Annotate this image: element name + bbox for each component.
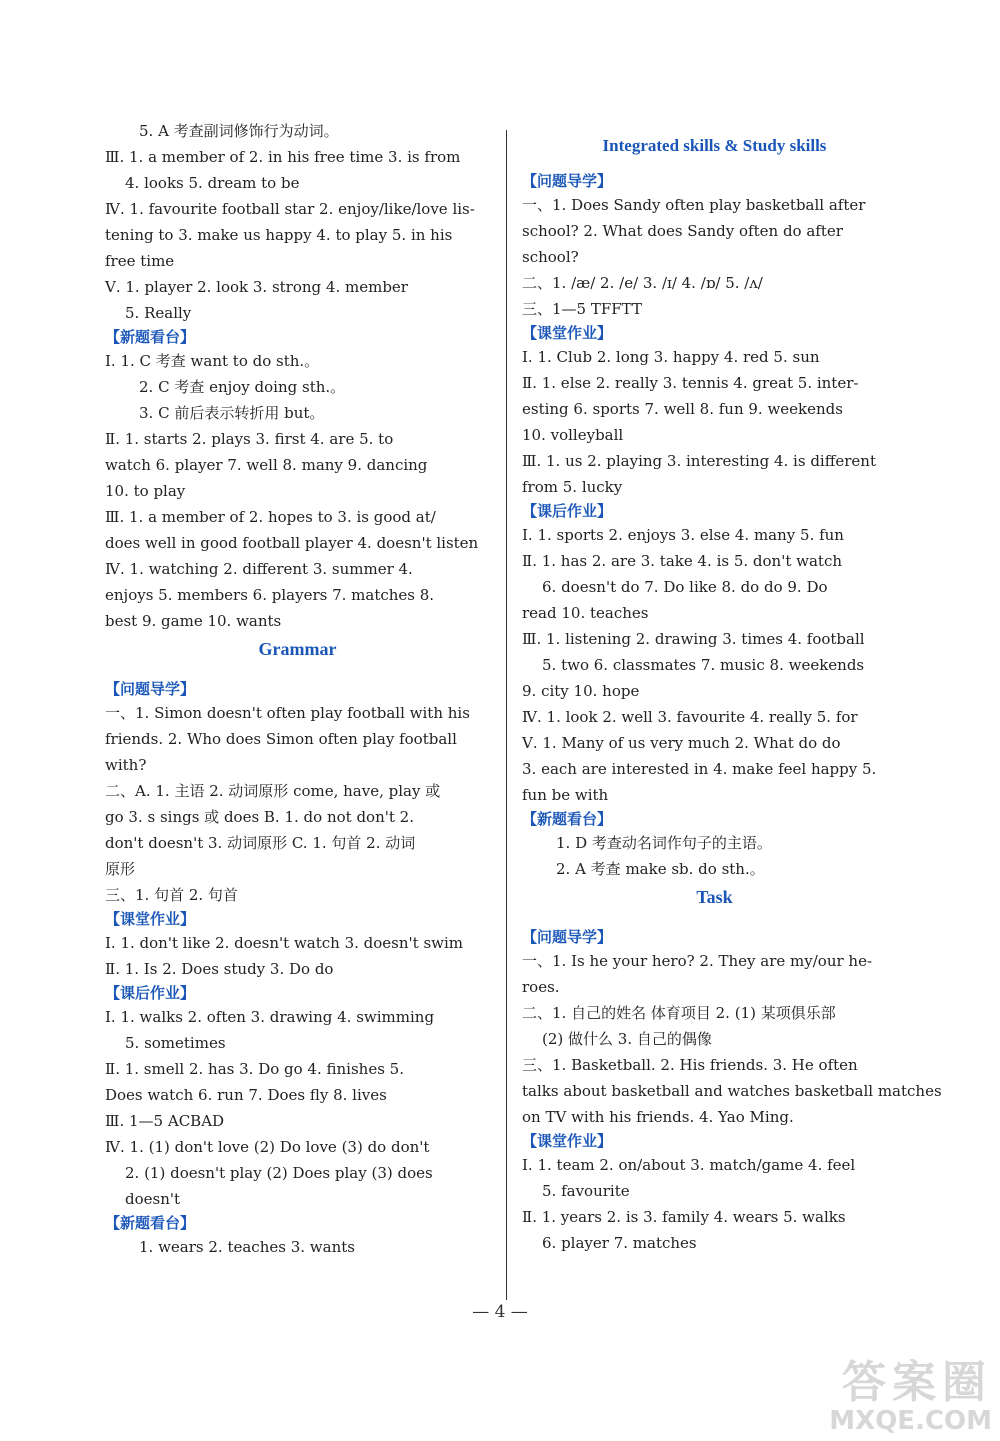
answer-line: don't doesn't 3. 动词原形 C. 1. 句首 2. 动词 [105,834,416,852]
answer-line: Ⅲ. 1—5 ACBAD [105,1112,225,1130]
answer-line: 6. player 7. matches [542,1234,697,1252]
answer-line: 10. to play [105,482,186,500]
answer-line: 三、1. Basketball. 2. His friends. 3. He often [522,1056,858,1074]
answer-line: school? [522,248,579,266]
answer-line: from 5. lucky [522,478,623,496]
answer-line: Ⅳ. 1. look 2. well 3. favourite 4. really 5. for [522,708,858,726]
answer-line: Ⅴ. 1. Many of us very much 2. What do do [522,734,841,752]
answer-line: Ⅰ. 1. sports 2. enjoys 3. else 4. many 5. fun [522,526,844,544]
answer-line: 5. A 考查副词修饰行为动词。 [139,122,339,140]
section-heading: Task [696,887,733,907]
answer-line: go 3. s sings 或 does B. 1. do not don't 2. [105,808,414,826]
column-divider [506,130,507,1300]
answer-line: does well in good football player 4. doesn't listen [105,534,479,552]
answer-line: watch 6. player 7. well 8. many 9. dancing [105,456,428,474]
answer-line: Ⅳ. 1. watching 2. different 3. summer 4. [105,560,413,578]
answer-line: 一、1. Is he your hero? 2. They are my/our he- [522,952,873,970]
section-label: 【课后作业】 [522,502,613,520]
watermark-title: 答案圈 [842,1357,992,1408]
answer-line: 二、1. 自己的姓名 体育项目 2. (1) 某项俱乐部 [522,1004,836,1022]
answer-line: 1. wears 2. teaches 3. wants [139,1238,355,1256]
answer-line: 5. sometimes [125,1034,226,1052]
left-column [105,118,490,1260]
answer-line: with? [105,756,147,774]
answer-line: Ⅱ. 1. Is 2. Does study 3. Do do [105,960,334,978]
answer-line: 2. C 考查 enjoy doing sth.。 [139,378,346,396]
answer-line: Ⅱ. 1. else 2. really 3. tennis 4. great 5. inter- [522,374,859,392]
answer-line: 3. C 前后表示转折用 but。 [139,404,325,422]
answer-line: fun be with [522,786,609,804]
answer-line: 一、1. Does Sandy often play basketball after [522,196,866,214]
section-label: 【新题看台】 [522,810,613,828]
answer-line: 2. (1) doesn't play (2) Does play (3) does [125,1164,433,1182]
answer-line: 原形 [105,860,136,878]
answer-line: talks about basketball and watches basketball matches [522,1082,942,1100]
answer-line: Ⅲ. 1. us 2. playing 3. interesting 4. is different [522,452,876,470]
answer-line: Does watch 6. run 7. Does fly 8. lives [105,1086,387,1104]
answer-line: Ⅳ. 1. favourite football star 2. enjoy/like/love lis- [105,200,475,218]
answer-line: Ⅴ. 1. player 2. look 3. strong 4. member [105,278,408,296]
answer-line: tening to 3. make us happy 4. to play 5. in his [105,226,453,244]
answer-line: roes. [522,978,560,996]
answer-line: read 10. teaches [522,604,649,622]
section-label: 【新题看台】 [105,1214,196,1232]
section-heading: Grammar [258,639,337,659]
watermark [829,1359,992,1435]
answer-line: Ⅲ. 1. listening 2. drawing 3. times 4. football [522,630,865,648]
right-column [522,128,942,1256]
answer-line: 4. looks 5. dream to be [125,174,300,192]
section-label: 【课堂作业】 [522,324,613,342]
answer-line: Ⅰ. 1. walks 2. often 3. drawing 4. swimming [105,1008,435,1026]
answer-line: 10. volleyball [522,426,624,444]
answer-line: Ⅰ. 1. C 考查 want to do sth.。 [105,352,320,370]
section-label: 【问题导学】 [522,928,613,946]
answer-line: 9. city 10. hope [522,682,640,700]
section-heading: Integrated skills & Study skills [602,136,827,155]
answer-line: 5. two 6. classmates 7. music 8. weekends [542,656,865,674]
answer-line: 5. Really [125,304,192,322]
answer-line: Ⅰ. 1. don't like 2. doesn't watch 3. doesn't swim [105,934,464,952]
section-label: 【新题看台】 [105,328,196,346]
section-label: 【问题导学】 [105,680,196,698]
answer-line: free time [105,252,175,270]
answer-line: Ⅱ. 1. smell 2. has 3. Do go 4. finishes 5. [105,1060,404,1078]
answer-line: Ⅱ. 1. has 2. are 3. take 4. is 5. don't watch [522,552,843,570]
answer-line: doesn't [125,1190,181,1208]
answer-line: enjoys 5. members 6. players 7. matches 8. [105,586,435,604]
answer-line: 1. D 考查动名词作句子的主语。 [556,834,772,852]
answer-line: Ⅱ. 1. starts 2. plays 3. first 4. are 5. to [105,430,394,448]
answer-line: best 9. game 10. wants [105,612,282,630]
answer-line: 6. doesn't do 7. Do like 8. do do 9. Do [542,578,828,596]
section-label: 【课后作业】 [105,984,196,1002]
answer-line: 2. A 考查 make sb. do sth.。 [556,860,765,878]
answer-line: 二、1. /æ/ 2. /e/ 3. /ɪ/ 4. /ɒ/ 5. /ʌ/ [522,274,763,292]
watermark-url: MXQE.COM [829,1406,992,1436]
answer-line: 5. favourite [542,1182,630,1200]
section-label: 【课堂作业】 [522,1132,613,1150]
answer-line: Ⅳ. 1. (1) don't love (2) Do love (3) do don't [105,1138,430,1156]
answer-line: 二、A. 1. 主语 2. 动词原形 come, have, play 或 [105,782,441,800]
section-label: 【问题导学】 [522,172,613,190]
answer-line: Ⅲ. 1. a member of 2. in his free time 3. is from [105,148,461,166]
answer-line: friends. 2. Who does Simon often play football [105,730,457,748]
answer-line: Ⅰ. 1. team 2. on/about 3. match/game 4. feel [522,1156,856,1174]
answer-line: 一、1. Simon doesn't often play football with his [105,704,470,722]
page-number: — 4 — [472,1302,528,1322]
answer-line: 三、1—5 TFFTT [522,300,642,318]
answer-line: on TV with his friends. 4. Yao Ming. [522,1108,794,1126]
answer-line: school? 2. What does Sandy often do after [522,222,843,240]
answer-line: Ⅲ. 1. a member of 2. hopes to 3. is good at/ [105,508,436,526]
section-label: 【课堂作业】 [105,910,196,928]
answer-line: 3. each are interested in 4. make feel happy 5. [522,760,877,778]
answer-line: (2) 做什么 3. 自己的偶像 [542,1030,712,1048]
answer-line: Ⅰ. 1. Club 2. long 3. happy 4. red 5. sun [522,348,820,366]
answer-line: Ⅱ. 1. years 2. is 3. family 4. wears 5. walks [522,1208,846,1226]
answer-line: esting 6. sports 7. well 8. fun 9. weekends [522,400,843,418]
answer-line: 三、1. 句首 2. 句首 [105,886,238,904]
